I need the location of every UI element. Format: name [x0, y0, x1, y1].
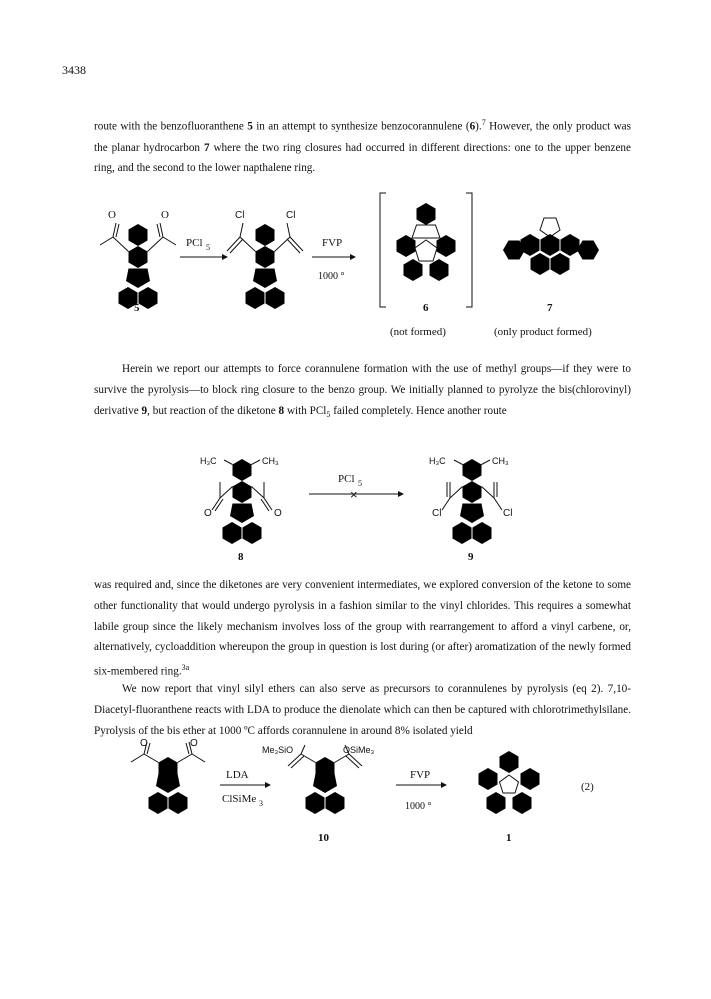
- compound-label-7: 7: [547, 302, 553, 314]
- svg-text:FVP: FVP: [322, 237, 343, 249]
- atom-label: O: [274, 508, 282, 519]
- molecule-10: [288, 745, 362, 814]
- scheme-1: [0, 180, 711, 350]
- reaction-arrow-failed: [309, 473, 404, 502]
- scheme-2: [0, 428, 711, 568]
- molecule-7: [503, 218, 599, 275]
- scheme-3: [0, 735, 711, 850]
- compound-label-10: 10: [318, 832, 329, 844]
- page-number: 3438: [62, 63, 86, 77]
- svg-text:PCl: PCl: [186, 237, 203, 249]
- svg-text:5: 5: [358, 479, 362, 488]
- atom-label: O: [161, 209, 169, 221]
- paragraph-3: was required and, since the diketones are very convenient intermediates, we explored conversion of the ketone to some other functionality that would undergo pyrolysis in a fashion similar to the vinyl chlorides. This requires a somewhat labile group since the likely mechanism involves loss of the group with rearrangement to afford a vinyl carbene, or, alternatively, cycloaddition whereupon the group in question is lost during (or after) aromatization of the newly formed six-membered ring.$^{3a}$: [94, 579, 631, 678]
- paragraph-4: We now report that vinyl silyl ethers can also serve as precursors to corannulenes by pyrolysis (eq 2). 7,10-Diacetyl-fluoranthene reacts with LDA to produce the dienolate which can then be captured with chlorotrimethylsilane. Pyrolysis of the bis ether at 1000 ºC affords corannulene in around 8% isolated yield: [94, 683, 631, 737]
- svg-text:PCl: PCl: [338, 473, 355, 485]
- molecule-5: [100, 223, 176, 309]
- svg-text:3: 3: [259, 799, 263, 808]
- atom-label: CH₃: [492, 456, 509, 466]
- atom-label: O: [190, 738, 198, 749]
- atom-label: Cl: [286, 210, 296, 221]
- atom-label: O: [140, 738, 148, 749]
- compound-label-6: 6: [423, 302, 429, 314]
- compound-label-9: 9: [468, 551, 474, 563]
- molecule-bis-chlorovinyl: [227, 223, 303, 309]
- failed-reaction-mark: ×: [350, 487, 358, 502]
- compound-label-8: 8: [238, 551, 244, 563]
- compound-label-1: 1: [506, 832, 512, 844]
- atom-label: O: [108, 209, 116, 221]
- paragraph-2: Herein we report our attempts to force corannulene formation with the use of methyl groups—if they were to survive the pyrolysis—to block ring closure to the benzo group. We initially planned to pyrolyze the bis(chlorovinyl) derivative 9, but reaction of the diketone 8 with PCl$_5$ failed completely. Hence another route: [94, 363, 631, 419]
- compound-label-5: 5: [134, 302, 140, 314]
- atom-label: CH₃: [262, 456, 279, 466]
- molecule-6-bracketed: [380, 193, 472, 307]
- atom-label: Cl: [503, 508, 513, 519]
- reaction-arrow-2: [312, 237, 356, 282]
- equation-number: (2): [581, 781, 594, 793]
- atom-label: O: [204, 508, 212, 519]
- atom-label: H₃C: [429, 456, 446, 466]
- reaction-arrow-1: [180, 237, 228, 260]
- reaction-arrow-3: [220, 769, 271, 808]
- caption-not-formed: (not formed): [390, 326, 446, 338]
- molecule-1-corannulene: [479, 751, 540, 814]
- caption-only-product: (only product formed): [494, 326, 592, 338]
- svg-text:ClSiMe: ClSiMe: [222, 793, 257, 805]
- svg-text:FVP: FVP: [410, 769, 431, 781]
- svg-text:1000 °: 1000 °: [318, 271, 345, 282]
- atom-label: Cl: [432, 508, 442, 519]
- reaction-arrow-4: [396, 769, 447, 812]
- atom-label: Cl: [235, 210, 245, 221]
- molecule-9: [442, 459, 502, 544]
- svg-text:1000 °: 1000 °: [405, 801, 432, 812]
- molecule-8: [212, 459, 272, 544]
- paragraph-1: route with the benzofluoranthene 5 in an attempt to synthesize benzocorannulene (6).$^7$ However, the only product was the planar hydrocarbon 7 where the two ring closures had occurred in different directions: one to the upper benzene ring, and the second to the lower napthalene ring.: [94, 118, 631, 175]
- molecule-diacetylfluoranthene: [131, 742, 205, 814]
- atom-label: H₃C: [200, 456, 217, 466]
- svg-text:5: 5: [206, 243, 210, 252]
- atom-label: OSiMe₃: [343, 745, 375, 755]
- atom-label: Me₃SiO: [262, 745, 294, 755]
- svg-text:LDA: LDA: [226, 769, 249, 781]
